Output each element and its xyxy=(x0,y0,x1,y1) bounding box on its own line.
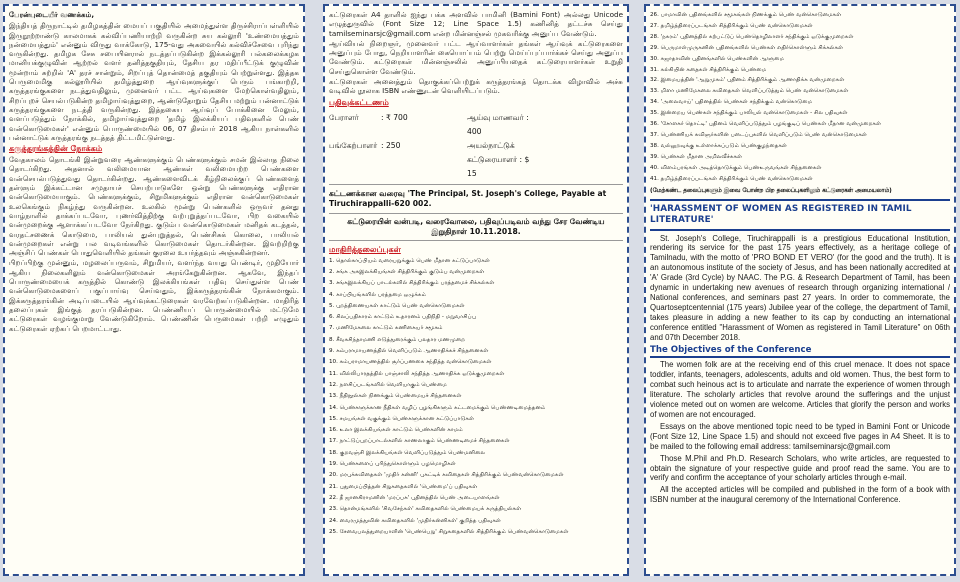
right-panel xyxy=(644,4,956,576)
list-item: 26. பாமாவின் புதினங்களில் சமூகங்கள் நிணக்கும் பெண் வன்கொடுமைகள் xyxy=(650,12,842,18)
list-item: 3. சங்கஇலக்கியப் பாடல்களில் சித்திரிக்கும் பரத்தமைச் சிக்கல்கள் xyxy=(329,280,495,287)
fees-table xyxy=(329,111,623,185)
deadline-info: கட்டுரையின் வன்படி, வரைவோலை, பதிவுப்படிவம் வந்து சேர வேண்டிய இறுதிநாள் 10.11.2018. xyxy=(329,213,623,241)
list-item: 1. தொல்காப்பியம் வரையறுக்கும் பெண் மீதான கட்டுப்பாடுகள் xyxy=(329,257,490,264)
list-item: 10. கம்பராமாயணத்தில் சூர்ப்பணகை சந்தித்த வன்கொடுமைகள் xyxy=(329,359,492,366)
english-intro-paragraph: St. Joseph's College, Tiruchirappalli is a prestigious Educational Institution, rendering its service for the past 175 years effectively, as a heritage college of Tamilnadu, with the motto of 'PRO BOND ET VERO' (for the good and the truth). It is an autonomous institute of the society of Jesus, and has been nationally accredited at 'A' Grade (3rd Cycle) by NAAC. The P.G. & Research Department of Tamil, has been dynamic in undertaking new avenues of research through organizing international / National conferences, and seminars past 27 years. In order to commemorate, the Quartoseptcentennial (175 years) Jubilee year of the college, the department of Tamil, takes pleasure in adding a new feather to its cap by conducting an international conference entitled "Harassment of Women as registered in Tamil Literature" on 06th and 07th December 2018. xyxy=(650,233,950,342)
left-panel xyxy=(3,4,305,576)
list-item: 41. தமிழ்த்திரைப்படங்கள் சித்திரிக்கும் பெண் வன்கொடுமைகள் xyxy=(650,175,813,182)
list-item: 27. தமிழ்த்திரைப்படங்கள் சித்திரிக்கும் பெண் வன்கொடுமைகள் xyxy=(650,22,813,29)
list-item: 37. பெண்ணியக் கவிஞர்களின் படைப்புகளில் வெளிப்படும் பெண் வன்கொடுமைகள் xyxy=(650,131,867,138)
list-item: 23. தொன்மங்களில் 'சிவசேந்கள்' கவிதைகளில் பெண்மையக் கருத்தியல்கள் xyxy=(329,506,522,513)
conference-title: 'HARASSMENT OF WOMEN AS REGISTERED IN TAMIL LITERATURE' xyxy=(650,199,950,231)
list-item: 33. மிளா மணிமேகலை கவிதைகள் வெளிப்படுத்தும் பெண் வன்கொடுமைகள் xyxy=(650,88,849,95)
list-item: 22. தீ ஜானகிராமனின் 'மரப்பசு' புதினத்தில் பெண் அடையாளங்கள் xyxy=(329,494,500,501)
list-item: 25. சேவைபலத்துறையாளின் 'பெண்பெறு' சிறுகதைகளில் சித்திரிக்கும் பெண்வன்கொடுமைகள் xyxy=(329,528,569,535)
list-item: 20. மரபுக்கவிதைகள் 'முதிர் கன்னி' புகட்டிக் கவிதைகள் சித்திரிக்கும் பெண்வன்கொடுமைகள் xyxy=(329,472,564,479)
fees-cell: அயல்நாட்டுக் கட்டுரையாளர் : $ 15 xyxy=(467,140,530,178)
english-submission-paragraph: Essays on the above mentioned topic need to be typed in Bamini Font or Unicode (Font Size 12, Line Space 1.5) and should not exceed five pages in A4 Sheet. It is to be mailed to the following email address: tamilseminarsjc@gmail.com xyxy=(650,421,950,451)
list-item: 13. நீதிநூல்கள் நிணக்கும் பெண்மையச் சிந்தனைகள் xyxy=(329,393,462,400)
guidelines-paragraph-3: கட்டுரைகள் அனைத்தும் தொகுக்கப்பெற்றுக் கருத்தரங்கத் தொடக்க விழாவில் அச்சு வடிவில் நூலாக ISBN எண்ணுடன் வெளியிடப்படும். xyxy=(329,77,623,96)
fees-cell: : 250 xyxy=(381,140,401,150)
guidelines-paragraph-1: கட்டுரைகள் A4 தாளில் ஐந்து பக்க அளவில் பாமினி (Bamini Font) அல்லது Unicode எழுத்துருவில் (Font Size 12; Line Space 1.5) கணினித் தட்டச்சு செய்து tamilseminarsjc@gmail.com என்ற மின்னஞ்சல் முகவரிக்கு அனுப்ப வேண்டும். xyxy=(329,10,623,38)
list-item: 9. கம்பராமாயணத்தில் வெளிப்படும் ஆணாதிக்கச் சிந்தனைகள் xyxy=(329,348,489,355)
list-item: 17. நாட்டுப்புறப்பாடல்களில் காணலாகும் பெண்ணடிமைச் சிந்தனைகள் xyxy=(329,438,510,445)
fees-heading: பதிவுக்கட்டணம் xyxy=(329,97,389,107)
list-item: 12. நளசிப்படங்களில் வெளியாகும் பெண்மை xyxy=(329,381,447,388)
objectives-paragraph-1: வேதகாலம் தொடங்கி இன்றுவரை ஆண்களுக்கும் பெண்களுக்கும் சமன் இல்லாத நிலை தொடர்கிறது. அதனால் வலிமையான ஆண்கள் வலிமையற்ற பெண்களை வன்செயல்படுத்துவது தொடர்கின்றது. ஆண்களைவிடக் கீழ்நிலைக்குப் பெண்களைத் தள்ளும் இக்கட்டான சமுதாயச் செயற்பாடுகளே ஒன்று பெண்களுக்கு எதிரான வன்கொடுமையாகும். பெண்களுக்கும், சிறுமிகளுக்கும் எதிரான வன்கொடுமைகள் உலகெங்கும் நிகழ்ந்து வருகின்றன. உலகில் மூன்று பெண்களில் ஒருவர் தனது வாழ்நாளில் தாக்கப்படவோ, புணர்வித்திற்கு வற்புறுத்தப்படவோ, பிற வகையில் வன்முறைக்கு ஆளாக்கப்படவோ நேர்கிறது. குடும்ப வன்கொடுமைகள் மனிதக் கடத்தல், வரதட்சணைக் கொடுமை, பாலியல் துன்புறுத்தல், பெண்சிசுக் கொலை, பாலியல் வன்முறைகள் என்று பல வடிவங்களில் கொடுமைகள் தொடர்கின்றன. இவற்றிற்கு அஞ்சிப் பெண்கள் பொதுவெளியில் தங்கள் குரலை உயர்த்தவும் அஞ்சுகின்றனர். xyxy=(9,155,299,258)
objectives-heading-tamil: கருத்தரங்கத்தின் நோக்கம் xyxy=(9,144,103,154)
greeting: பேரன்புடையீர் வணக்கம், xyxy=(9,10,95,19)
fees-cell: பேராளர் xyxy=(329,112,359,122)
objectives-paragraph-2: பிறப்பிற்கு முன்னும், மழலைப்பருவம், சிறுமியர், வளர்ந்த வயது பெண்டிர், முதியோர் ஆகிய நிலைகளிலும் வன்கொடுமைகள் அரங்கேறுகின்றன. ஆகவே, இந்தப் பொருண்மையைக் கருத்தில் கொண்டு இலக்கியங்கள் பதிவு செய்துள்ள பெண் வன்கொடுமைகளைப் பகுப்பாய்வு செய்வதும், இக்கருத்தரங்கின் நோக்கமாகும். இக்கருத்தரங்கின் அடிப்படையில் ஆய்வுக்கட்டுரைகள் வரவேற்கப்படுகின்றன. மாதிரித் தலைப்புகள் இங்குத் தரப்படுகின்றன. பெண்ணியப் பொருண்மையில் மட்டுமே கட்டுரைகள் வழங்குமாறு வேண்டுகிறோம். பெண்ணின் பெருமைகள் பற்றி எழுதும் கட்டுரைகள் ஏற்கப் பெறமாட்டாது. xyxy=(9,258,299,333)
fees-cell: ஆய்வு மாணவர் : 400 xyxy=(467,112,529,136)
list-item: 4. காப்பியங்களில் பரத்தமை ஒழுக்கம் xyxy=(329,291,426,298)
list-item: 14. பெண்களுக்கான நீதிகள் வழிப் புழங்கிகளும் கட்டமைக்கும் பெண்ணடிமைத்தனம் xyxy=(329,404,546,411)
list-item: 38. வல்லுறவுக்கு உள்ளாக்கப்படும் பெண்குழந்தைகள் xyxy=(650,142,787,149)
list-item: 28. 'நகரம்' புதினத்தில் கற்பட்டுப் பெண்தொழிலாளர் சந்திக்கும் ஒடுக்குமுறைகள் xyxy=(650,33,854,40)
list-item: 16. உலா இலக்கியங்கள் காட்டும் பெண்களின் காமம் xyxy=(329,427,463,434)
list-item: 35. இன்றைய பெண்கள் சந்திக்கும் பாலியல் வன்கொடுமைகள் - சில பதிவுகள் xyxy=(650,110,848,117)
list-item: 30. சுஜாதாவின் புதினங்களில் பெண்களின் ஆளுமை xyxy=(650,55,784,62)
english-objectives-paragraph: The women folk are at the receiving end of this cruel menace. It does not space toddler, infants, teenagers, adolescents, adults and old women. Thus, the best form to combat such heinous act is to articulate and narrate the experience of women through literature. The scholarly articles that revolve around the sufferings and the unjust violence meted out on women are welcome. Articles that glorify the person and works of women are not encouraged. xyxy=(650,360,950,419)
list-item: 5. புறத்திணையகள் காட்டும் பெண் வன்கொடுமைகள் xyxy=(329,302,465,309)
fees-row xyxy=(329,139,623,181)
list-item: 24. வைரமுத்துவின் கவிதைகளில் 'முதிர்கன்னிகள்' குறித்த பதிவுகள் xyxy=(329,517,501,524)
fees-row xyxy=(329,111,623,139)
list-item: 21. புதுமைப்பித்தன் சிறுகதைகளில் 'பெண்மை'ப் பதிவுகள் xyxy=(329,483,478,490)
middle-panel xyxy=(323,4,629,576)
list-item: 36. 'சோளகர் தொட்டி' புதினம் வெளிப்படுத்தும் பழங்குடிப் பெண்கள் மீதான வன்முறைகள் xyxy=(650,121,882,128)
fees-cell: பங்கேற்பாளர் xyxy=(329,140,378,150)
guidelines-paragraph-2: ஆய்வியல் நிறைஞர், முனைவர் பட்ட ஆய்வாளர்கள் தங்கள் ஆய்வுக் கட்டுரைகளை அனுப்பும் போது, நெறியாளரின் கையொப்பம் பெற்று மெய்ப்புப்பார்க்கச் செய்து அனுப்ப வேண்டும். கட்டுரைகள் மின்னஞ்சலில் அனுப்பியதைக் கட்டுரையாளர்கள் உறுதி செய்துகொள்ள வேண்டும். xyxy=(329,38,623,76)
topics-list-1 xyxy=(329,256,623,538)
topics-list-2 xyxy=(650,10,950,185)
topics-heading: மாதிரித்தலைப்புகள் xyxy=(329,244,401,254)
list-item: 11. வில்லிபாரதத்தில் பாஞ்சாலி சந்தித்த ஆணாதிக்க ஒடுக்குமுறைகள் xyxy=(329,370,505,377)
list-item: 8. சீவகசிந்தாமணி எடுத்துரைக்கும் பலதார மணமுறை xyxy=(329,336,466,343)
list-item: 6. சிலப்பதிகாரம் காட்டும் உதாரனம் பதிநிதி - மறுவாசிப்பு xyxy=(329,314,476,321)
fees-cell: : ₹ 700 xyxy=(381,112,408,122)
list-item: 18. குறவஞ்சி இலக்கியங்கள் வெளிப்படுத்தும் பெண்மனிலை xyxy=(329,449,486,456)
intro-paragraph: இந்தியத் திருநாட்டில் தமிழகத்தின் மையப் பகுதியில் அமைந்துள்ள திருச்சிராப்பள்ளியில் இருநூற்றாண்டு காலமாகக் கல்விப்பணியாற்றி வருகின்ற சுய கல்லூரி 'உண்மையத்தும் நன்மையத்தும்' என்னும் விருது வாக்கோடு, 175-வது அகவையில் கல்விச்சேவை புரிந்து வருகின்றது. தமிழக சேசு சபையினரால் நடத்தப்படுகின்ற இக்கல்லூரி பல்கலைக்கழக மானியக்குழுவின் ஆற்றல் வளர் தனித்தகுதியும், தேசிய தர மதிப்பீட்டுக் குழுவின் மூன்றாம் சுற்றில் 'A' தரச் சான்றும், சிறப்புத் தொன்மைத் தகுதியும் பெற்றுள்ளது. இத்தக பெருமைமிகு கல்லூரியில் தமிழ்த்துறை ஆய்வுகளுக்குப் பெரும் பங்காற்றி, கருத்தரங்குகளை நடத்துவதிலும், முனைவர் பட்ட ஆய்வுகளை மேற்கொள்வதிலும், சிறப்புறச் செயல்படுகின்ற தமிழாய்வுத்துறை, ஆண்டுதோறும் தேசிய மற்றும் பன்னாட்டுக் கருத்தரங்குகளை நடத்தி வருகின்றது. இத்தகைய ஆய்வுப் போக்கினை மேலும், வளப்படுத்தும் நோக்கில், தமிழாய்வுத்துறை 'தமிழ் இலக்கியப் பதிவுகளில் பெண் வன்கொடுமைகள்' என்னும் பொருண்மையில் 06, 07 திசம்பர் 2018 ஆகிய நாள்களில் பன்னாட்டுக் கருத்தரங்கு நடத்தத் திட்டமிட்டுள்ளது. xyxy=(9,21,299,142)
english-scholars-paragraph: Those M.Phil and Ph.D. Research Scholars, who write articles, are requested to obtain the signature of your respective guide and proof read the same. You are to verify and confirm the acceptance of your scholarly articles through e-mail. xyxy=(650,453,950,483)
list-item: 15. சமயங்கள் வகுக்கும் பெண்களுக்கான கட்டுப்பாடுகள் xyxy=(329,415,475,422)
list-item: 34. 'அலைவாய்' புதினத்தில் பெண்கள் சந்திக்கும் வன்கொடுமை xyxy=(650,99,813,106)
list-item: 31. கல்கியின் கதைகள் சித்திரிக்கும் பெண்மை xyxy=(650,66,767,73)
list-item: 39. பெண்கள் மீதான அமிலவீச்சுகள் xyxy=(650,153,743,160)
list-item: 7. மணிமேகலை காட்டும் கணிகையர் சமூகம் xyxy=(329,325,443,332)
list-item: 29. பெருமாள்முருகனின் புதினங்களில் பெண்கள் எதிர்கொள்ளும் சிக்கல்கள் xyxy=(650,44,844,51)
objectives-heading-english: The Objectives of the Conference xyxy=(650,344,950,358)
list-item: 40. விளம்பரங்கள் அடித்தொடுக்கும் பெண்உருவங்கள் சிந்தனைகள் xyxy=(650,164,822,171)
topics-note: (மேற்கண்ட தலைப்புகளும் இவை போன்ற பிற தலைப்புகளிலும் கட்டுரைகள் அமையலாம்) xyxy=(650,187,892,194)
list-item: 19. பெண்களைப் புரிந்துகொள்ளும் பழமொழிகள் xyxy=(329,461,456,468)
list-item: 32. இமையத்தின் 'ஆறுமுகம்' புதினம் சித்திரிக்கும் ஆணாதிக்க வன்முறைகள் xyxy=(650,77,845,84)
payable-info: கட்டணக்கான வரைவு 'The Principal, St. Joseph's College, Payable at Tiruchirappalli-620 002. xyxy=(329,188,607,208)
english-publication-paragraph: All the accepted articles will be compiled and published in the form of a book with ISBN number at the inaugural ceremony of the International Conference. xyxy=(650,485,950,505)
list-item: 2. சங்க அகஇலக்கியங்கள் சித்திரிக்கும் குடும்ப வன்முறைகள் xyxy=(329,268,485,275)
